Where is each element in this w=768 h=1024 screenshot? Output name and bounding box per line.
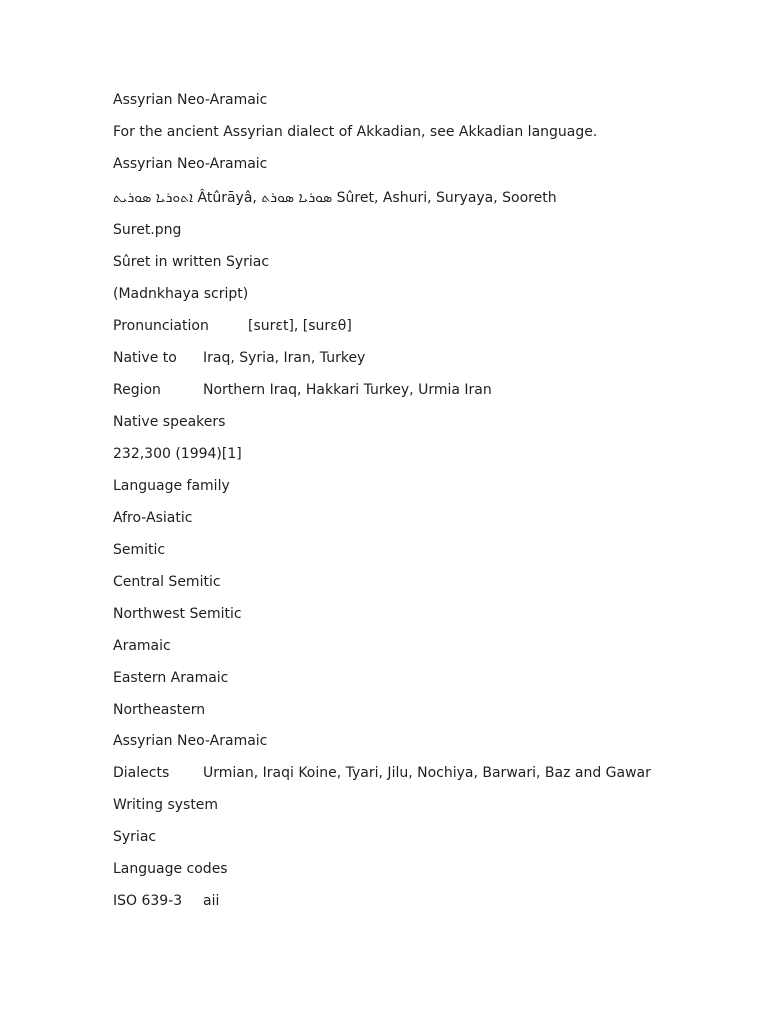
native-speakers-value: 232,300 (1994)[1] [113,446,242,462]
family-assyrian-neo-aramaic: Assyrian Neo-Aramaic [113,733,268,749]
family-northwest-semitic: Northwest Semitic [113,606,242,622]
pronunciation-row [113,316,352,336]
native-speakers-label: Native speakers [113,414,226,430]
image-caption-script: (Madnkhaya script) [113,286,249,302]
region-row [113,380,492,400]
native-to-value: Iraq, Syria, Iran, Turkey [203,350,366,366]
dialects-label: Dialects [113,765,170,781]
infobox-title: Assyrian Neo-Aramaic [113,156,268,172]
language-codes-label: Language codes [113,861,228,877]
family-semitic: Semitic [113,542,166,558]
dialects-value: Urmian, Iraqi Koine, Tyari, Jilu, Nochiya, Barwari, Baz and Gawar [203,765,651,781]
family-northeastern: Northeastern [113,702,206,718]
iso-639-3-label: ISO 639-3 [113,893,183,909]
iso-639-3-row [113,891,220,911]
dialects-row [113,763,651,783]
language-family-label: Language family [113,478,230,494]
image-caption: Sûret in written Syriac [113,254,270,270]
writing-system-value: Syriac [113,829,157,845]
pronunciation-value: [surɛt], [surɛθ] [248,318,352,334]
family-aramaic: Aramaic [113,638,171,654]
family-eastern-aramaic: Eastern Aramaic [113,670,229,686]
hatnote-text: For the ancient Assyrian dialect of Akkadian, see Akkadian language. [113,124,598,140]
iso-639-3-value: aii [203,893,220,909]
region-value: Northern Iraq, Hakkari Turkey, Urmia Iran [203,382,492,398]
family-afro-asiatic: Afro-Asiatic [113,510,193,526]
native-name-line: ܐܬܘܪܝܐ ܣܘܪܝܬ Âtûrāyâ, ܣܘܪܝܐ ܣܘܪܬ Sûret, Ashuri, Suryaya, Sooreth [113,190,557,206]
family-central-semitic: Central Semitic [113,574,221,590]
region-label: Region [113,382,161,398]
document-title: Assyrian Neo-Aramaic [113,92,268,108]
pronunciation-label: Pronunciation [113,318,209,334]
writing-system-label: Writing system [113,797,219,813]
native-to-label: Native to [113,350,177,366]
native-to-row [113,348,366,368]
image-filename: Suret.png [113,222,182,238]
